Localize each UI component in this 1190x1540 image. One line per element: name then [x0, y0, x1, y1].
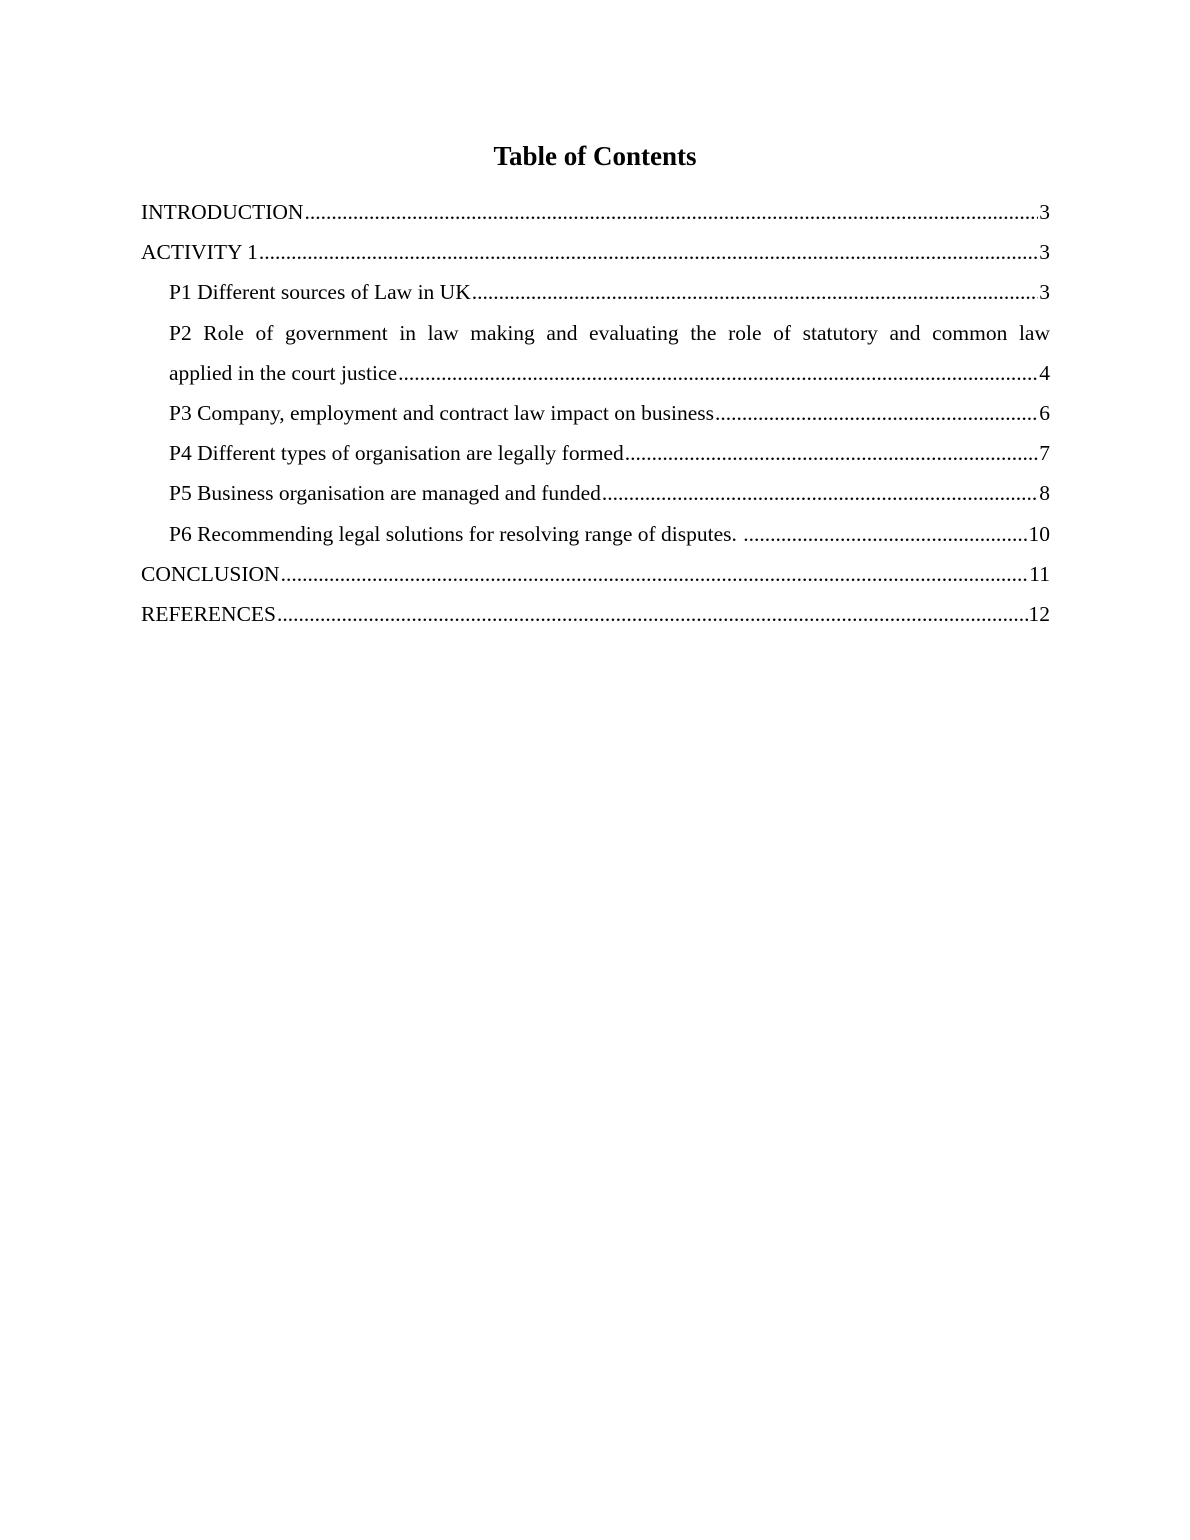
toc-entry-text: P6 Recommending legal solutions for resolving range of disputes.: [169, 521, 743, 546]
toc-entry-text: INTRODUCTION: [141, 200, 304, 224]
toc-page-number: 6: [1039, 400, 1050, 425]
dot-leader: [259, 232, 1038, 272]
toc-page-number: 4: [1039, 360, 1050, 385]
toc-entry-p2[interactable]: [169, 313, 1050, 393]
toc-entry-text: P5 Business organisation are managed and funded: [169, 481, 601, 506]
toc-entry-conclusion[interactable]: [141, 554, 1050, 594]
toc-entry-text-line-1: P2 Role of government in law making and evaluating the role of statutory and common law: [169, 320, 1050, 345]
toc-entry-p3[interactable]: [169, 393, 1050, 433]
toc-entry-introduction[interactable]: [141, 192, 1050, 232]
dot-leader: [625, 433, 1038, 473]
toc-entry-p1[interactable]: [169, 272, 1050, 312]
dot-leader: [472, 272, 1039, 312]
toc-entry-references[interactable]: [141, 594, 1050, 634]
dot-leader: [277, 594, 1028, 634]
toc-page-number: 3: [1039, 280, 1050, 305]
toc-entry-text: P4 Different types of organisation are legally formed: [169, 441, 624, 466]
toc-page-number: 3: [1039, 240, 1050, 265]
toc-page-number: 3: [1039, 200, 1050, 224]
toc-title: Table of Contents: [493, 141, 697, 171]
toc-page-number: 8: [1039, 481, 1050, 506]
dot-leader: [304, 192, 1038, 232]
table-of-contents: [141, 192, 1050, 634]
dot-leader: [602, 473, 1038, 513]
toc-entry-text-line-2: applied in the court justice: [169, 360, 398, 385]
toc-entry-text: REFERENCES: [141, 601, 276, 626]
dot-leader: [715, 393, 1038, 433]
toc-page-number: 11: [1029, 561, 1050, 586]
dot-leader: [398, 353, 1038, 393]
dot-leader: [743, 514, 1027, 554]
toc-entry-p4[interactable]: [169, 433, 1050, 473]
toc-entry-activity-1[interactable]: [141, 232, 1050, 272]
toc-entry-p6[interactable]: [169, 514, 1050, 554]
toc-entry-text: ACTIVITY 1: [141, 240, 258, 265]
toc-page-number: 12: [1028, 601, 1050, 626]
toc-entry-text: CONCLUSION: [141, 561, 280, 586]
toc-page-number: 7: [1039, 441, 1050, 466]
toc-page-number: 10: [1028, 521, 1050, 546]
toc-entry-p5[interactable]: [169, 473, 1050, 513]
toc-entry-text: P1 Different sources of Law in UK: [169, 280, 471, 305]
toc-entry-text: P3 Company, employment and contract law impact on business: [169, 400, 714, 425]
dot-leader: [281, 554, 1029, 594]
